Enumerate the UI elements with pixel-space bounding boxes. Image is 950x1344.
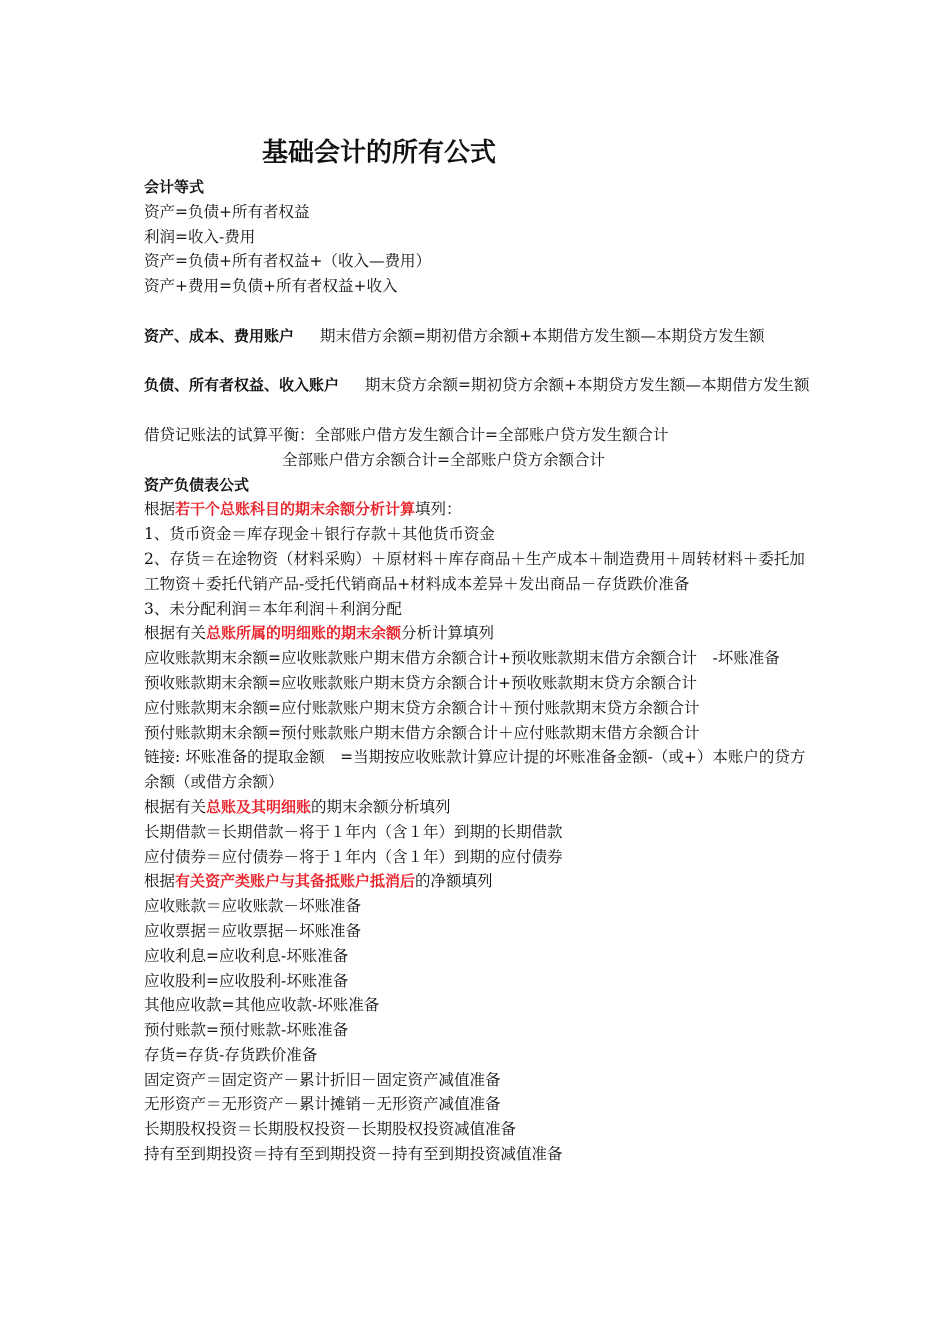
group-heading-post: 分析计算填列 (401, 624, 495, 643)
formula-line: 链接: 坏账准备的提取金额 =当期按应收账款计算应计提的坏账准备金额-（或+）本账户的贷方余额（或借方余额） (144, 748, 806, 792)
formula-line: 固定资产＝固定资产－累计折旧－固定资产减值准备 (144, 1070, 501, 1089)
formula-line: 应收股利=应收股利-坏账准备 (144, 971, 349, 990)
group-heading-pre: 根据 (144, 872, 176, 891)
group-heading (144, 869, 812, 894)
group-heading-highlight: 总账所属的明细账的期末余额 (206, 624, 402, 643)
trial-balance-line-2: 全部账户借方余额合计=全部账户贷方余额合计 (282, 450, 605, 469)
group-heading-highlight: 若干个总账科目的期末余额分析计算 (175, 500, 416, 519)
trial-balance-line-1: 借贷记账法的试算平衡：全部账户借方发生额合计=全部账户贷方发生额合计 (144, 425, 669, 444)
formula-line: 预收账款期末余额=应收账款账户期末贷方余额合计+预收账款期末贷方余额合计 (144, 673, 697, 692)
formula-line: 长期股权投资＝长期股权投资－长期股权投资减值准备 (144, 1120, 517, 1139)
page-title: 基础会计的所有公式 (262, 138, 497, 168)
section-heading-balance-sheet: 资产负债表公式 (144, 475, 250, 494)
formula-line: 资产=负债+所有者权益 (144, 202, 310, 221)
formula-line: 存货=存货-存货跌价准备 (144, 1045, 318, 1064)
group-heading-pre: 根据有关 (144, 797, 207, 816)
document-body (144, 175, 812, 1167)
formula-line: 预付账款=预付账款-坏账准备 (144, 1021, 349, 1040)
section-heading-accounting-equation: 会计等式 (144, 178, 205, 196)
group-heading-highlight: 总账及其明细账 (206, 797, 312, 816)
group-heading-pre: 根据 (144, 500, 176, 519)
formula-line: 无形资产＝无形资产－累计摊销－无形资产减值准备 (144, 1095, 501, 1114)
formula-line: 应收利息=应收利息-坏账准备 (144, 946, 349, 965)
formula-line: 资产=负债+所有者权益+（收入—费用） (144, 252, 431, 271)
formula-line: 其他应收款=其他应收款-坏账准备 (144, 996, 380, 1015)
group-heading (144, 621, 812, 646)
formula-line: 资产+费用=负债+所有者权益+收入 (144, 277, 398, 296)
formula-line: 应付债券＝应付债券－将于１年内（含１年）到期的应付债券 (144, 847, 563, 866)
formula-line: 预付账款期末余额=预付账款账户期末借方余额合计＋应付账款期末借方余额合计 (144, 723, 700, 742)
group-heading-pre: 根据有关 (144, 624, 207, 643)
asset-accounts-formula-text: 期末借方余额=期初借方余额+本期借方发生额—本期贷方发生额 (320, 326, 765, 345)
formula-line: 2、存货＝在途物资（材料采购）＋原材料＋库存商品＋生产成本＋制造费用＋周转材料＋委托加工物资＋委托代销产品-受托代销商品+材料成本差异＋发出商品－存货跌价准备 (144, 549, 805, 593)
group-heading (144, 497, 812, 522)
formula-line: 长期借款＝长期借款－将于１年内（含１年）到期的长期借款 (144, 822, 563, 841)
asset-accounts-label: 资产、成本、费用账户 (144, 326, 295, 345)
formula-line: 3、未分配利润＝本年利润＋利润分配 (144, 599, 402, 618)
asset-accounts-formula (144, 324, 812, 349)
liability-accounts-formula-text: 期末贷方余额=期初贷方余额+本期贷方发生额—本期借方发生额 (365, 376, 810, 395)
formula-line: 持有至到期投资＝持有至到期投资－持有至到期投资减值准备 (144, 1145, 563, 1164)
group-heading-highlight: 有关资产类账户与其备抵账户抵消后 (175, 872, 416, 891)
liability-accounts-label: 负债、所有者权益、收入账户 (144, 376, 340, 395)
formula-line: 应收账款期末余额=应收账款账户期末借方余额合计+预收账款期末借方余额合计 -坏账准备 (144, 649, 780, 668)
group-heading-post: 填列： (415, 500, 462, 519)
formula-line: 应付账款期末余额=应付账款账户期末贷方余额合计＋预付账款期末贷方余额合计 (144, 698, 700, 717)
formula-line: 应收账款＝应收账款－坏账准备 (144, 897, 362, 916)
formula-line: 应收票据＝应收票据－坏账准备 (144, 921, 362, 940)
formula-line: 1、货币资金＝库存现金＋银行存款＋其他货币资金 (144, 525, 495, 544)
liability-accounts-formula (144, 373, 812, 398)
group-heading-post: 的期末余额分析填列 (311, 797, 451, 816)
group-heading (144, 795, 812, 820)
group-heading-post: 的净额填列 (415, 872, 493, 891)
formula-line: 利润=收入-费用 (144, 227, 256, 246)
